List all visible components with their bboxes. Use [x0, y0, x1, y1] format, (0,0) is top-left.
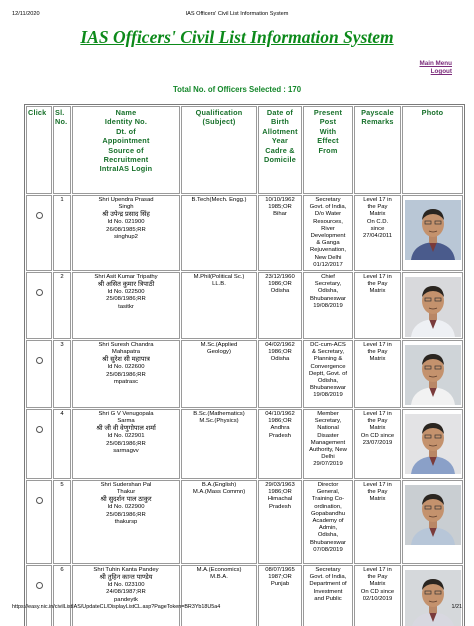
text-line: pandeytk [114, 596, 138, 603]
table-row [26, 272, 463, 339]
select-radio[interactable] [36, 357, 43, 364]
text-line: Himachal [267, 496, 293, 503]
text-line: Deptt, Govt. of [309, 370, 347, 377]
text-line: Sarma [117, 418, 135, 425]
col-dob [258, 106, 302, 194]
text-line: 1986;OR [268, 281, 292, 288]
text-line: Andhra [270, 425, 290, 432]
text-line: Id No. 022500 [107, 289, 145, 296]
text-line: IntraIAS Login [99, 164, 153, 174]
text-line: श्री जी वी वेणुगोपाल शर्मा [96, 425, 156, 433]
dob-cell [258, 565, 302, 626]
text-line: Gopabandhu [310, 510, 346, 517]
select-radio[interactable] [36, 497, 43, 504]
select-cell [26, 565, 52, 626]
present-post-cell [303, 480, 353, 564]
text-line: With [319, 126, 337, 136]
text-line: the Pay [367, 489, 388, 496]
text-line: Name [115, 108, 137, 117]
text-line: 02/10/2019 [362, 595, 393, 602]
text-line: 25/08/1986;RR [106, 511, 146, 518]
photo-cell [402, 272, 463, 339]
text-line: since [370, 225, 385, 232]
text-line: Matrix [369, 496, 386, 503]
text-line: श्री असित कुमार त्रिपाठी [97, 281, 155, 289]
text-line: Authority, New [309, 447, 347, 454]
text-line: Odisha [270, 288, 290, 295]
text-line: Domicile [263, 155, 296, 165]
text-line: tasitkr [118, 303, 134, 310]
text-line: Delhi [321, 454, 335, 461]
text-line: 23/07/2019 [362, 439, 393, 446]
text-line: Secretary, [314, 281, 342, 288]
text-line: Shri Tuhin Kanta Pandey [93, 567, 159, 574]
select-radio[interactable] [36, 426, 43, 433]
text-line: M.Phil(Political Sc.) [193, 274, 245, 281]
table-row [26, 565, 463, 626]
text-line: Secretary [315, 567, 341, 574]
text-line: Odisha, [317, 532, 339, 539]
text-line: Sl. [55, 108, 65, 117]
col-payscale [354, 106, 401, 194]
present-post-cell [303, 340, 353, 408]
text-line: 25/08/1986;RR [106, 371, 146, 378]
text-line: 23/12/1960 [265, 274, 295, 281]
text-line: Qualification [195, 108, 243, 117]
officer-name-cell [72, 409, 180, 479]
text-line: Source of [108, 145, 144, 155]
text-line: 25/08/1986;RR [106, 296, 146, 303]
select-cell [26, 340, 52, 408]
text-line: Singh [118, 204, 134, 211]
text-line: On CD since [360, 588, 395, 595]
text-line: M.Sc.(Physics) [199, 418, 239, 425]
text-line: Convergence [310, 363, 346, 370]
text-line: (Subject) [202, 117, 236, 127]
text-line: Level 17 in [363, 274, 392, 281]
officer-photo [405, 200, 461, 260]
select-cell [26, 409, 52, 479]
officer-name-cell [72, 195, 180, 271]
sl-no: 4 [53, 409, 71, 479]
text-line: Level 17 in [363, 342, 392, 349]
text-line: Cadre & [265, 145, 295, 155]
text-line: 01/12/2017 [313, 261, 343, 268]
payscale-cell [354, 195, 401, 271]
text-line: the Pay [367, 204, 388, 211]
dob-cell [258, 480, 302, 564]
text-line: Birth [270, 117, 290, 127]
dob-cell [258, 409, 302, 479]
text-line: Odisha, [317, 378, 339, 385]
col-present-post [303, 106, 353, 194]
text-line: Shri Asit Kumar Tripathy [94, 274, 158, 281]
text-line: Matrix [369, 581, 386, 588]
text-line: Id No. 022901 [107, 433, 145, 440]
text-line: Training Co- [311, 496, 345, 503]
text-line: Punjab [270, 581, 290, 588]
print-page-number: 1/21 [451, 604, 462, 610]
text-line: Appointment [102, 136, 150, 146]
print-title: IAS Officers' Civil List Information System [185, 11, 289, 17]
text-line: Thakur [116, 489, 136, 496]
text-line: Geology) [207, 349, 231, 356]
sl-no: 1 [53, 195, 71, 271]
header-row [26, 106, 463, 194]
col-qualification [181, 106, 257, 194]
top-links [419, 60, 452, 76]
text-line: & Secretary, [312, 349, 344, 356]
text-line: LL.B. [212, 281, 226, 288]
text-line: M.A.(Economics) [196, 567, 242, 574]
officer-photo [405, 570, 461, 626]
text-line: Secretary [315, 197, 341, 203]
text-line: the Pay [367, 281, 388, 288]
text-line: Id No. 022600 [107, 364, 145, 371]
text-line: Level 17 in [363, 197, 392, 203]
total-officers-text: Total No. of Officers Selected : 170 [172, 85, 302, 94]
text-line: Matrix [369, 356, 386, 363]
present-post-cell [303, 409, 353, 479]
text-line: Matrix [369, 288, 386, 295]
text-line: श्री उपेन्द्र प्रसाद सिंह [102, 211, 150, 219]
text-line: the Pay [367, 349, 388, 356]
text-line: Mahapatra [111, 349, 141, 356]
text-line: Shri Suresh Chandra [98, 342, 154, 349]
text-line: National [317, 425, 339, 432]
payscale-cell [354, 272, 401, 339]
text-line: 1985;OR [268, 204, 292, 211]
text-line: Effect [317, 136, 339, 146]
dob-cell [258, 272, 302, 339]
text-line: 19/08/2019 [313, 302, 343, 309]
qualification-cell [181, 480, 257, 564]
sl-no: 5 [53, 480, 71, 564]
text-line: Id No. 023100 [107, 582, 145, 589]
present-post-cell [303, 272, 353, 339]
present-post-cell [303, 195, 353, 271]
text-line: the Pay [367, 574, 388, 581]
text-line: Identity No. [104, 117, 148, 127]
select-cell [26, 272, 52, 339]
photo-cell [402, 340, 463, 408]
qualification-cell [181, 409, 257, 479]
text-line: Resources, [313, 218, 343, 225]
photo-cell [402, 195, 463, 271]
text-line: M.B.A. [210, 574, 228, 581]
text-line: Level 17 in [363, 482, 392, 489]
print-url: https://easy.nic.in/civilListIAS/UpdateCL/DisplayListCL.asp?PageToken=BR3Yb18U5a4 [12, 604, 221, 610]
text-line: Odisha, [317, 288, 339, 295]
text-line: the Pay [367, 418, 388, 425]
page-title: IAS Officers' Civil List Information System [80, 27, 394, 47]
text-line: From [318, 145, 338, 155]
text-line: 27/04/2011 [362, 233, 393, 240]
text-line: Odisha [270, 356, 290, 363]
text-line: 1986;OR [268, 418, 292, 425]
sl-no: 3 [53, 340, 71, 408]
officer-name-cell [72, 565, 180, 626]
officer-name-cell [72, 272, 180, 339]
text-line: and Public [314, 595, 342, 602]
text-line: 1987;OR [268, 574, 292, 581]
text-line: Shri Upendra Prasad [98, 197, 154, 203]
text-line: Matrix [369, 425, 386, 432]
text-line: On CD since [360, 432, 395, 439]
text-line: Level 17 in [363, 411, 392, 418]
officer-photo [405, 345, 461, 405]
present-post-cell [303, 565, 353, 626]
sl-no: 6 [53, 565, 71, 626]
text-line: Dt. of [116, 126, 136, 136]
select-cell [26, 195, 52, 271]
text-line: Management [310, 439, 346, 446]
officer-photo [405, 485, 461, 545]
text-line: Date of [266, 108, 294, 117]
text-line: Secretary, [314, 418, 342, 425]
text-line: 19/08/2019 [313, 392, 343, 399]
sl-no: 2 [53, 272, 71, 339]
text-line: Disaster [317, 432, 339, 439]
table-row [26, 409, 463, 479]
print-date: 12/11/2020 [12, 11, 40, 17]
text-line: Bhubaneswar [309, 385, 347, 392]
officers-table [24, 104, 465, 626]
officer-photo [405, 277, 461, 337]
text-line: श्री तुहिन कान्त पाण्डेय [99, 574, 153, 582]
text-line: 25/08/1986;RR [106, 440, 146, 447]
text-line: Payscale [361, 108, 394, 117]
text-line: 1986;OR [268, 489, 292, 496]
text-line: General, [316, 489, 340, 496]
text-line: Pradesh [269, 432, 291, 439]
table-row [26, 480, 463, 564]
text-line: Id No. 022900 [107, 504, 145, 511]
text-line: Admin, [318, 525, 338, 532]
text-line: Post [319, 117, 337, 127]
text-line: B.A.(English) [201, 482, 237, 489]
main-menu-link[interactable]: Main Menu [419, 60, 452, 67]
dob-cell [258, 195, 302, 271]
text-line: श्री सुरेश सी महापात्र [102, 356, 150, 364]
print-header [0, 11, 474, 21]
text-line: M.A.(Mass Commn) [192, 489, 246, 496]
officer-photo [405, 414, 461, 474]
text-line: Allotment [262, 126, 298, 136]
payscale-cell [354, 565, 401, 626]
text-line: 29/03/1963 [265, 482, 295, 489]
qualification-cell [181, 272, 257, 339]
text-line: Pradesh [269, 503, 291, 510]
text-line: 08/07/1965 [265, 567, 295, 574]
text-line: Bihar [273, 211, 287, 218]
col-sl [53, 106, 71, 194]
text-line: Present [313, 108, 343, 117]
text-line: Govt. of India, [309, 204, 347, 211]
text-line: Development [310, 233, 346, 240]
text-line: New Delhi [314, 254, 342, 261]
text-line: Recruitment [103, 155, 149, 165]
qualification-cell [181, 195, 257, 271]
text-line: Bhubaneswar [309, 539, 347, 546]
text-line: 07/08/2019 [313, 546, 343, 553]
text-line: 24/08/1987;RR [106, 589, 146, 596]
text-line: Bhubaneswar [309, 295, 347, 302]
table-row [26, 340, 463, 408]
text-line: thakursp [114, 518, 138, 525]
text-line: Govt. of India, [309, 574, 347, 581]
officer-name-cell [72, 340, 180, 408]
text-line: ordination, [314, 503, 342, 510]
text-line: 10/10/1962 [265, 197, 295, 203]
col-click: Click [26, 106, 52, 194]
payscale-cell [354, 480, 401, 564]
text-line: On C.D. [366, 218, 389, 225]
text-line: sarmagvv [113, 447, 139, 454]
col-name [72, 106, 180, 194]
qualification-cell [181, 565, 257, 626]
select-radio[interactable] [36, 582, 43, 589]
text-line: 04/02/1962 [265, 342, 295, 349]
text-line: B.Tech(Mech. Engg.) [191, 197, 247, 203]
text-line: Shri G V Venugopala [98, 411, 154, 418]
text-line: श्री सुदर्शन पाल ठाकुर [100, 496, 152, 504]
officer-name-cell [72, 480, 180, 564]
text-line: No. [55, 117, 68, 127]
text-line: Id No. 021900 [107, 219, 145, 226]
text-line: 1986;OR [268, 349, 292, 356]
text-line: 26/08/1985;RR [106, 226, 146, 233]
logout-link[interactable]: Logout [430, 68, 452, 75]
photo-cell [402, 565, 463, 626]
text-line: Investment [313, 588, 343, 595]
text-line: B.Sc.(Mathematics) [193, 411, 245, 418]
select-radio[interactable] [36, 212, 43, 219]
text-line: Shri Sudershan Pal [100, 482, 152, 489]
photo-cell [402, 480, 463, 564]
text-line: 04/10/1962 [265, 411, 295, 418]
dob-cell [258, 340, 302, 408]
text-line: Remarks [361, 117, 394, 127]
text-line: mpatrasc [113, 378, 139, 385]
text-line: & Ganga [316, 240, 340, 247]
text-line: DC-cum-ACS [310, 342, 346, 349]
text-line: River [321, 225, 335, 232]
text-line: D/o Water [314, 211, 342, 218]
text-line: Chief [321, 274, 335, 281]
text-line: 29/07/2019 [313, 461, 343, 468]
text-line: Level 17 in [363, 567, 392, 574]
payscale-cell [354, 409, 401, 479]
select-radio[interactable] [36, 289, 43, 296]
payscale-cell [354, 340, 401, 408]
table-row [26, 195, 463, 271]
col-photo: Photo [402, 106, 463, 194]
text-line: M.Sc.(Applied [200, 342, 238, 349]
text-line: Rejuvenation, [309, 247, 347, 254]
photo-cell [402, 409, 463, 479]
qualification-cell [181, 340, 257, 408]
text-line: Department of [309, 581, 347, 588]
text-line: Year [271, 136, 289, 146]
text-line: Director [317, 482, 339, 489]
text-line: Planning & [313, 356, 343, 363]
text-line: Academy of [312, 518, 344, 525]
text-line: Matrix [369, 211, 386, 218]
select-cell [26, 480, 52, 564]
text-line: Member [317, 411, 339, 418]
text-line: singhup2 [114, 233, 138, 240]
